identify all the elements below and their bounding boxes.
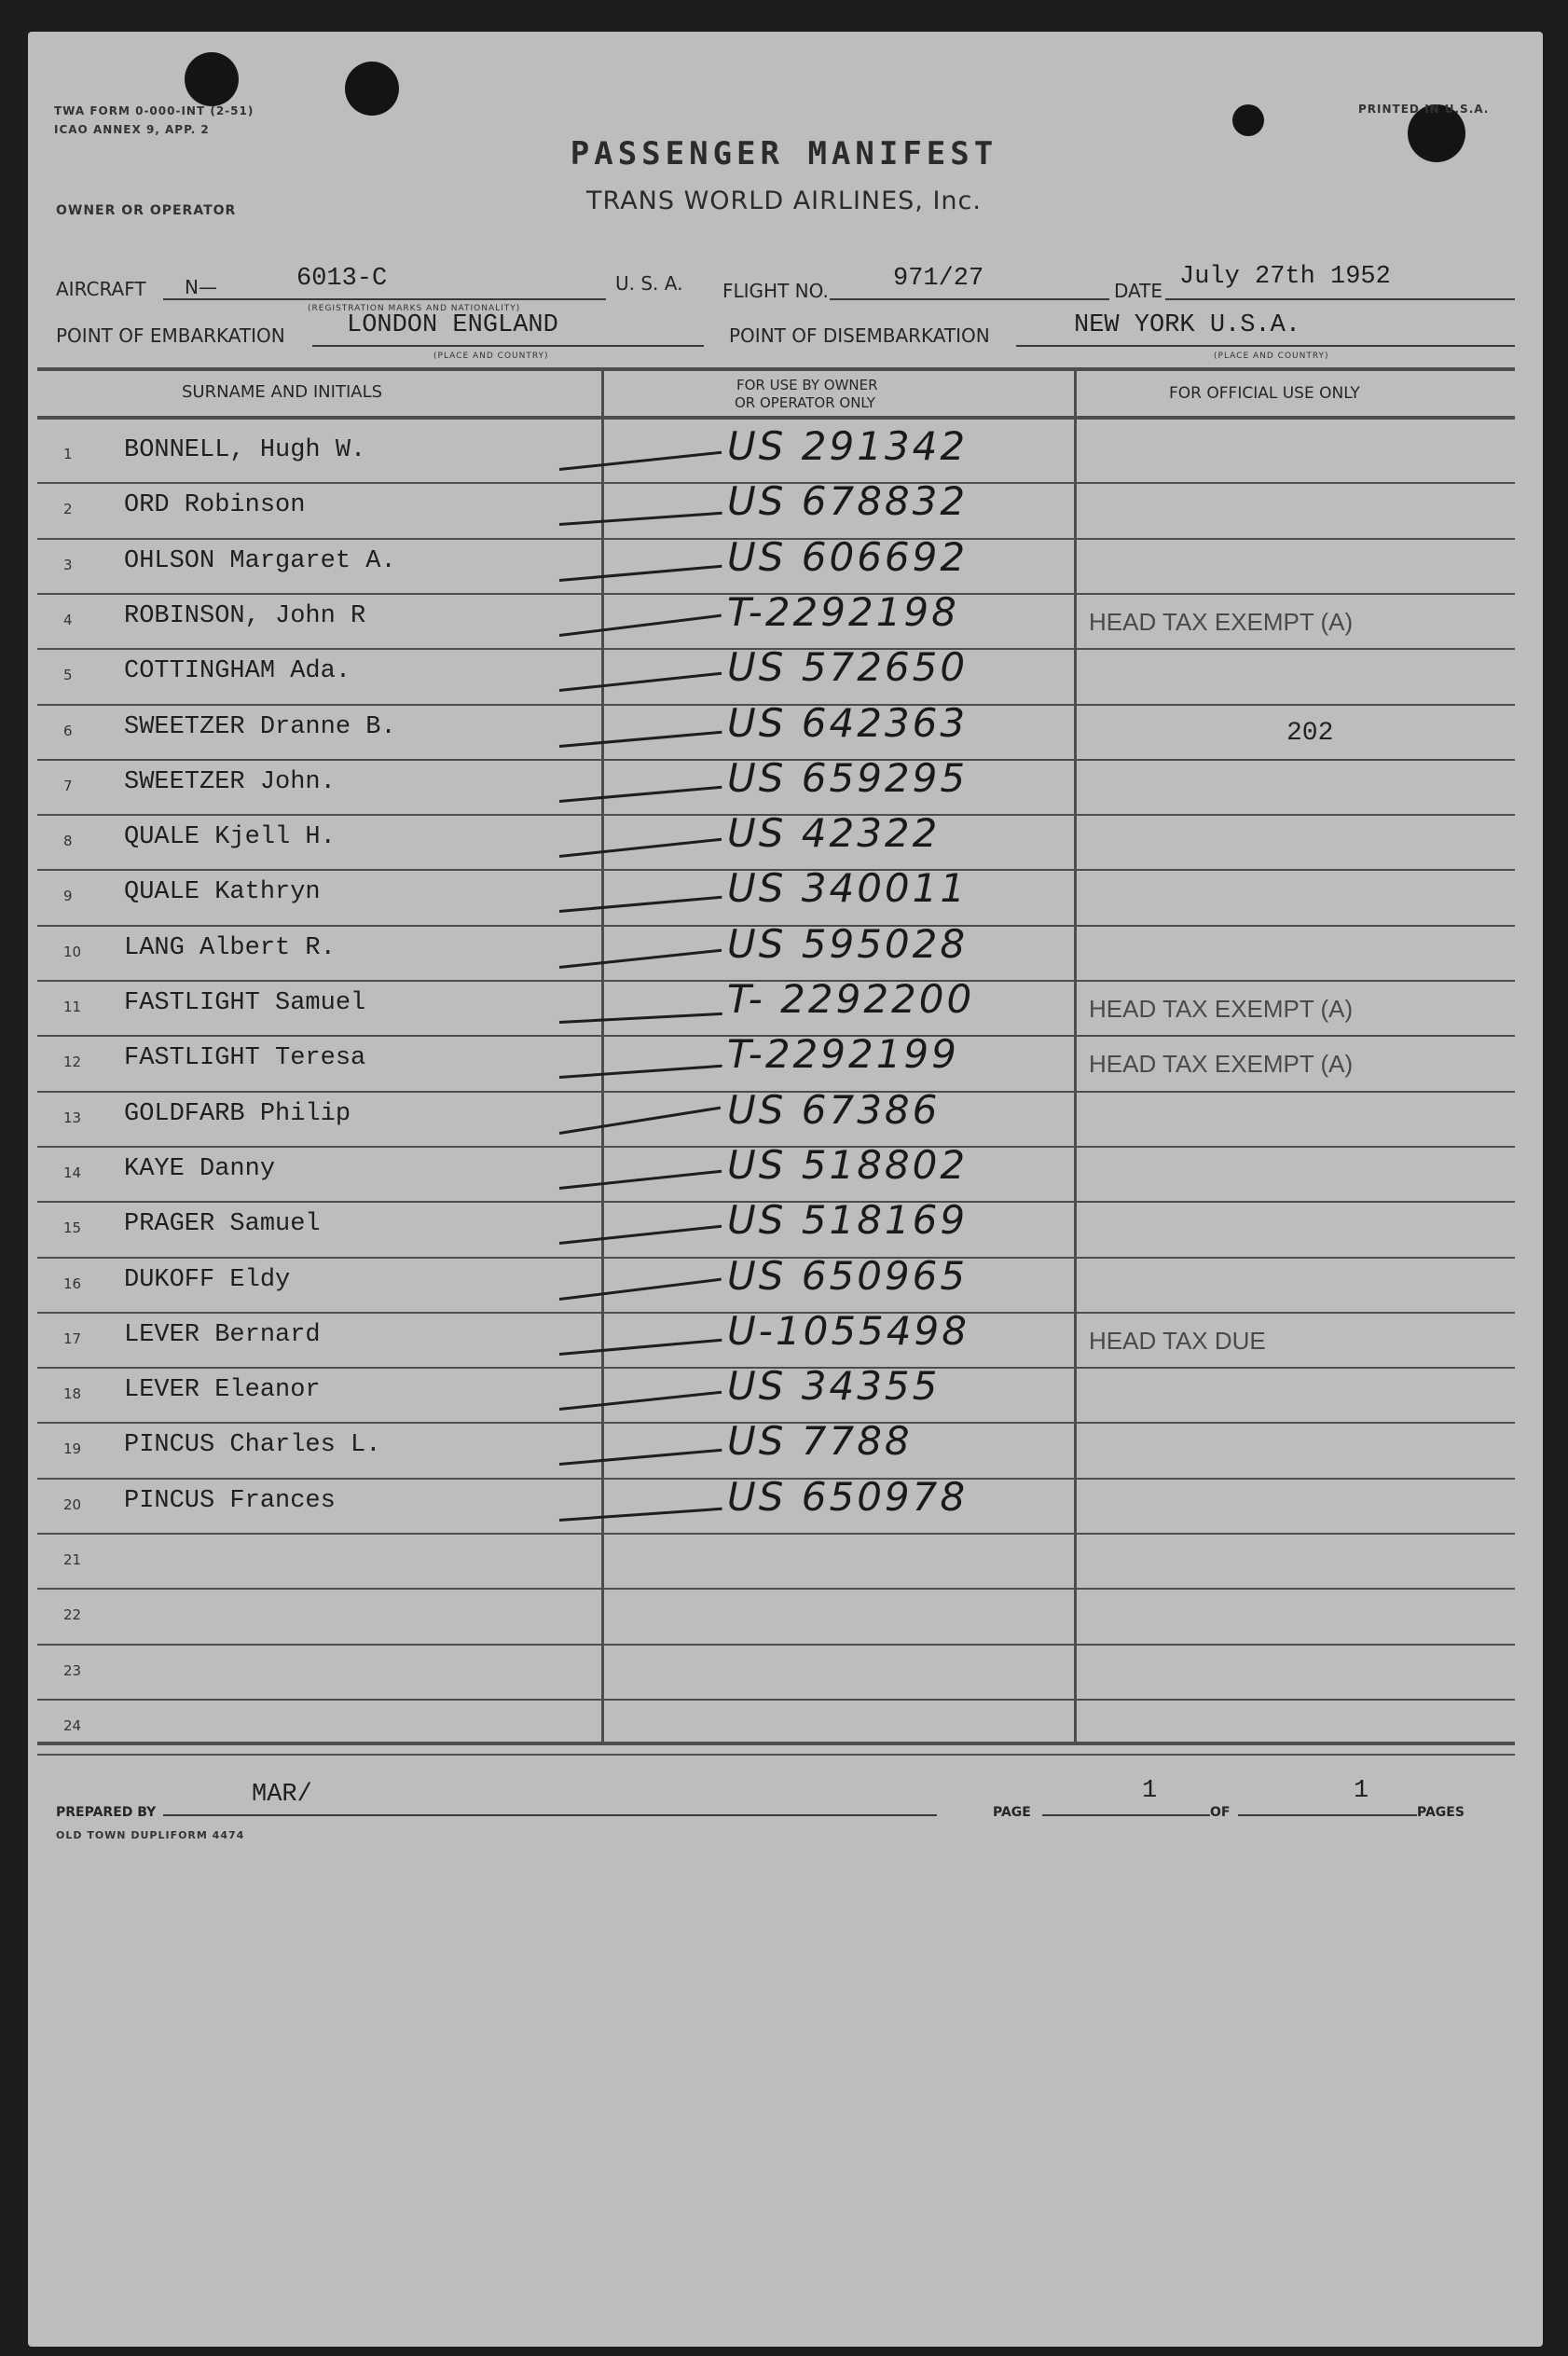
row-number: 3: [63, 556, 73, 573]
aircraft-label: AIRCRAFT: [56, 278, 146, 300]
flight-underline: [830, 298, 1109, 300]
column-header-surname: SURNAME AND INITIALS: [182, 382, 383, 402]
official-note: HEAD TAX EXEMPT (A): [1089, 1050, 1354, 1079]
passport-number: US 291342: [727, 423, 969, 469]
row-number: 23: [63, 1661, 82, 1679]
row-number: 15: [63, 1219, 82, 1237]
row-rule: [37, 1644, 1515, 1646]
flight-label: FLIGHT NO.: [722, 280, 829, 302]
row-number: 21: [63, 1551, 82, 1568]
disembark-underline: [1016, 345, 1515, 347]
row-number: 11: [63, 999, 82, 1015]
passenger-name: QUALE Kjell H.: [124, 823, 336, 852]
passenger-name: PRAGER Samuel: [124, 1210, 321, 1239]
column-header-owner-1: FOR USE BY OWNER: [736, 377, 878, 393]
passenger-name: LEVER Bernard: [124, 1320, 321, 1349]
row-number: 24: [63, 1716, 82, 1734]
date-underline: [1165, 298, 1515, 300]
passenger-name: OHLSON Margaret A.: [124, 546, 396, 575]
passenger-name: ROBINSON, John R: [124, 601, 366, 630]
passport-number: U-1055498: [727, 1307, 970, 1354]
table-header-rule: [37, 416, 1515, 420]
punch-hole: [345, 62, 399, 116]
date-label: DATE: [1114, 280, 1163, 302]
passenger-name: KAYE Danny: [124, 1154, 276, 1183]
passenger-name: DUKOFF Eldy: [124, 1265, 291, 1294]
table-top-rule: [37, 367, 1515, 371]
passport-number: US 678832: [727, 478, 969, 525]
printed-in: PRINTED IN U.S.A.: [1358, 103, 1490, 116]
passenger-name: LEVER Eleanor: [124, 1376, 321, 1405]
row-number: 20: [63, 1495, 82, 1513]
row-rule: [37, 1533, 1515, 1535]
embark-label: POINT OF EMBARKATION: [56, 324, 285, 347]
passport-number: US 642363: [727, 699, 969, 746]
page-label: PAGE: [993, 1805, 1031, 1820]
passport-number: US 67386: [727, 1086, 941, 1133]
row-number: 7: [63, 777, 73, 794]
passport-number: T-2292199: [727, 1031, 959, 1078]
row-number: 16: [63, 1274, 82, 1292]
owner-label: OWNER OR OPERATOR: [56, 203, 237, 218]
prepared-label: PREPARED BY: [56, 1805, 157, 1820]
passport-number: US 34355: [727, 1363, 941, 1410]
form-id: TWA FORM 0-000-INT (2-51): [54, 104, 254, 117]
column-header-official: FOR OFFICIAL USE ONLY: [1169, 384, 1360, 403]
aircraft-prefix: N—: [185, 276, 217, 298]
passport-number: US 595028: [727, 920, 969, 967]
passenger-name: PINCUS Charles L.: [124, 1431, 381, 1460]
disembark-sub: (PLACE AND COUNTRY): [1214, 351, 1329, 361]
nationality: U. S. A.: [615, 272, 683, 295]
embark-sub: (PLACE AND COUNTRY): [433, 351, 549, 361]
passport-number: US 650965: [727, 1252, 969, 1299]
official-note: HEAD TAX DUE: [1089, 1326, 1266, 1355]
row-number: 13: [63, 1109, 82, 1126]
pages-underline: [1238, 1814, 1417, 1816]
row-rule: [37, 1699, 1515, 1701]
row-number: 12: [63, 1054, 82, 1071]
page-value: 1: [1142, 1777, 1158, 1805]
airline-name: TRANS WORLD AIRLINES, Inc.: [586, 186, 982, 215]
flight-value: 971/27: [893, 265, 984, 293]
row-number: 10: [63, 943, 82, 960]
passenger-name: COTTINGHAM Ada.: [124, 657, 351, 686]
passenger-name: FASTLIGHT Samuel: [124, 989, 366, 1017]
passenger-name: SWEETZER John.: [124, 767, 336, 796]
table-bottom-rule: [37, 1742, 1515, 1745]
punch-hole: [185, 52, 239, 106]
passport-number: US 659295: [727, 754, 969, 801]
official-note: 202: [1286, 718, 1334, 748]
passenger-name: PINCUS Frances: [124, 1486, 336, 1515]
prepared-underline: [163, 1814, 937, 1816]
disembark-value: NEW YORK U.S.A.: [1074, 311, 1301, 339]
pages-label: PAGES: [1417, 1805, 1465, 1820]
passenger-name: LANG Albert R.: [124, 933, 336, 962]
icao-reference: ICAO ANNEX 9, APP. 2: [54, 123, 210, 136]
passport-number: T-2292198: [727, 588, 959, 635]
row-number: 1: [63, 446, 73, 462]
row-number: 8: [63, 833, 73, 850]
aircraft-value: 6013-C: [296, 265, 388, 293]
row-rule: [37, 1754, 1515, 1756]
passenger-name: GOLDFARB Philip: [124, 1099, 351, 1128]
passenger-name: ORD Robinson: [124, 491, 306, 520]
column-divider-1: [601, 367, 604, 1743]
official-note: HEAD TAX EXEMPT (A): [1089, 607, 1354, 636]
passport-number: US 518169: [727, 1197, 969, 1244]
date-value: July 27th 1952: [1179, 263, 1391, 291]
row-number: 22: [63, 1606, 82, 1624]
of-label: OF: [1210, 1805, 1231, 1820]
passenger-name: SWEETZER Dranne B.: [124, 712, 396, 741]
pages-value: 1: [1354, 1777, 1369, 1805]
column-header-owner-2: OR OPERATOR ONLY: [735, 394, 875, 411]
passport-number: US 606692: [727, 533, 969, 580]
row-number: 17: [63, 1330, 82, 1347]
embark-underline: [312, 345, 704, 347]
passport-number: US 650978: [727, 1473, 969, 1520]
page-title: PASSENGER MANIFEST: [570, 135, 998, 172]
punch-hole: [1232, 104, 1264, 136]
page-underline: [1042, 1814, 1210, 1816]
row-number: 9: [63, 888, 73, 905]
row-number: 19: [63, 1440, 82, 1458]
embark-value: LONDON ENGLAND: [347, 311, 558, 339]
passenger-name: QUALE Kathryn: [124, 878, 321, 907]
passenger-name: BONNELL, Hugh W.: [124, 436, 366, 464]
prepared-value: MAR/: [252, 1781, 312, 1809]
dupliform: OLD TOWN DUPLIFORM 4474: [56, 1829, 245, 1841]
row-number: 5: [63, 667, 73, 684]
passenger-name: FASTLIGHT Teresa: [124, 1044, 366, 1073]
official-note: HEAD TAX EXEMPT (A): [1089, 995, 1354, 1023]
row-number: 14: [63, 1164, 82, 1181]
passport-number: US 42322: [727, 810, 941, 857]
row-number: 18: [63, 1385, 82, 1403]
aircraft-sub: (REGISTRATION MARKS AND NATIONALITY): [308, 304, 521, 313]
row-rule: [37, 1588, 1515, 1590]
passport-number: US 572650: [727, 644, 969, 691]
disembark-label: POINT OF DISEMBARKATION: [729, 324, 990, 347]
row-number: 4: [63, 611, 73, 628]
passport-number: US 518802: [727, 1141, 969, 1188]
passport-number: US 340011: [727, 865, 969, 912]
passport-number: US 7788: [727, 1418, 913, 1465]
row-number: 2: [63, 501, 73, 518]
column-divider-2: [1074, 367, 1077, 1743]
passport-number: T- 2292200: [727, 976, 975, 1022]
aircraft-underline: [163, 298, 606, 300]
row-number: 6: [63, 722, 73, 739]
